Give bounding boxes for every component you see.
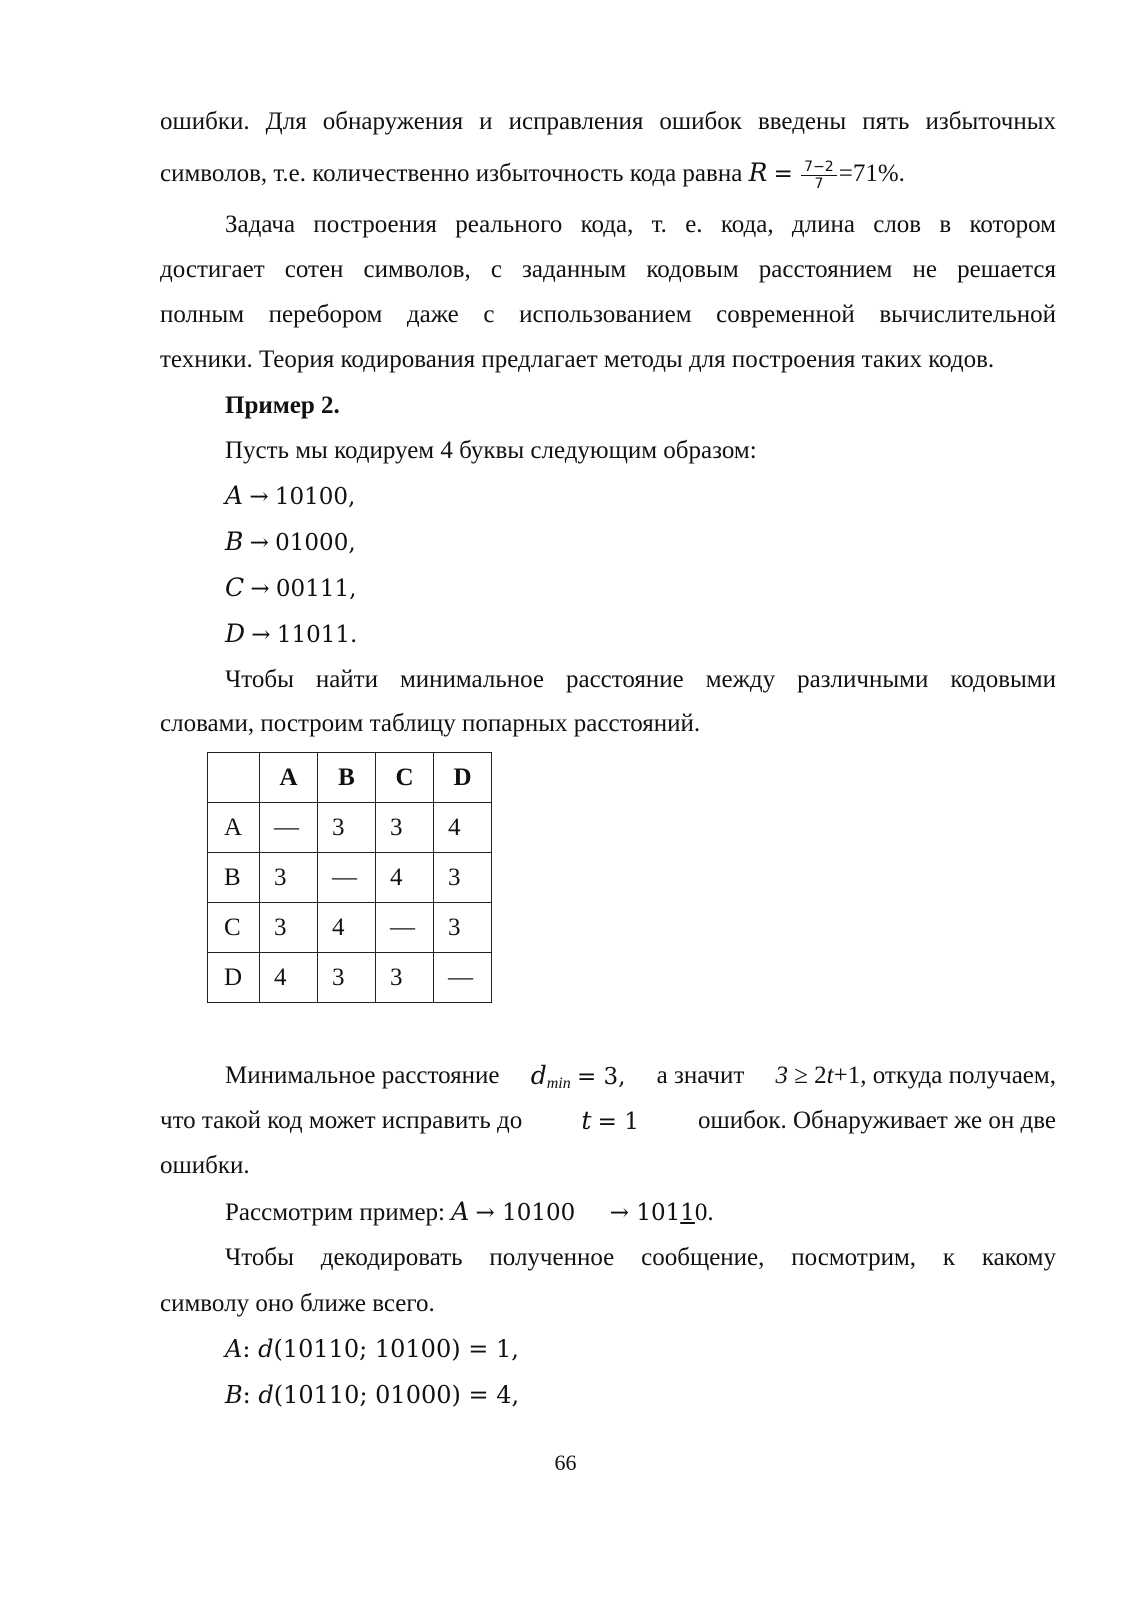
table-row [208,903,492,953]
text-span: символов, т.е. количественно избыточность кода равна [160,160,743,187]
fraction [801,159,837,192]
table-row-header: B [208,853,260,903]
text-span: Рассмотрим пример: [225,1199,445,1226]
text-span: ошибок. Обнаруживает же он две [698,1107,1056,1134]
text-span: что такой код может исправить до [160,1107,523,1134]
arrow-icon: → [251,622,271,648]
paragraph-line: достигает сотен символов, с заданным кодовым расстоянием не решается [160,256,1056,283]
paragraph-line: Чтобы найти минимальное расстояние между различными кодовыми [225,666,1056,693]
table-cell: 3 [376,953,434,1003]
fraction-numerator: 7−2 [801,159,837,176]
arrow-icon: → [249,484,269,510]
distance-table [207,752,492,1003]
text-span: =71%. [838,160,905,187]
table-cell: 3 [260,853,318,903]
code-letter: D [225,619,246,648]
math-variable: d [530,1061,547,1090]
table-row [208,853,492,903]
paragraph-line: символу оно ближе всего. [160,1290,435,1317]
math-subscript: min [546,1075,571,1092]
table-cell: 3 [434,903,492,953]
math-t-equals [581,1106,639,1137]
example-intro: Пусть мы кодируем 4 буквы следующим образом: [225,437,757,464]
math-variable: A [225,1335,243,1363]
paragraph-line [160,1106,1056,1137]
paragraph-line: Чтобы декодировать полученное сообщение, посмотрим, к какому [225,1244,1056,1271]
table-cell: 3 [434,853,492,903]
paragraph-line: ошибки. Для обнаружения и исправления ошибок введены пять избыточных [160,108,1056,135]
table-column-header: D [434,753,492,803]
code-value: 00111, [275,576,357,602]
math-expression: → 101 [609,1200,681,1226]
table-row-header: C [208,903,260,953]
table-row [208,803,492,853]
table-cell: 3 [260,903,318,953]
table-row-header: D [208,953,260,1003]
arrow-icon: → [250,576,270,602]
math-expression: = 3, [576,1064,626,1090]
math-expression: (10110; 10100) = 1, [273,1335,519,1363]
text-span: 0. [694,1199,714,1226]
math-expression: → 10100 [475,1200,576,1226]
table-cell: — [376,903,434,953]
table-header-row [208,753,492,803]
code-item [225,527,356,558]
code-item [225,619,357,650]
paragraph-line: полным перебором даже с использованием современной вычислительной [160,301,1056,328]
code-value: 11011. [276,622,358,648]
paragraph-line [225,1061,1056,1099]
distance-line: A: d(10110; 10100) = 1, [225,1335,519,1363]
table-row [208,953,492,1003]
page-number: 66 [554,1450,577,1475]
table-cell: — [318,853,376,903]
code-value: 10100, [274,484,356,510]
code-item [225,481,355,512]
table-column-header: C [376,753,434,803]
code-letter: C [225,573,245,602]
fraction-denominator: 7 [814,175,824,192]
example-heading: Пример 2. [225,392,340,419]
math-variable: B [225,1381,243,1409]
distance-line: B: d(10110; 01000) = 4, [225,1381,520,1409]
table-cell: 4 [318,903,376,953]
paragraph-line: Задача построения реального кода, т. е. кода, длина слов в котором [225,211,1056,238]
math-expression: = 1 [597,1109,639,1135]
table-cell: 3 [318,953,376,1003]
math-function: d [258,1381,274,1409]
paragraph-line [160,158,905,192]
code-letter: B [225,527,244,556]
code-item [225,573,356,604]
inequality [775,1061,1056,1099]
underlined-digit: 1 [680,1200,695,1226]
paragraph-line: техники. Теория кодирования предлагает методы для построения таких кодов. [160,346,995,373]
math-variable: t [581,1106,592,1135]
math-variable: R [748,158,768,187]
table-corner-cell [208,753,260,803]
table-row-header: A [208,803,260,853]
inequality-left: 3 [775,1062,788,1089]
math-variable: A [451,1197,470,1226]
table-cell: 3 [376,803,434,853]
example-line [225,1197,714,1228]
table-cell: — [434,953,492,1003]
table-cell: 4 [376,853,434,903]
paragraph-line: ошибки. [160,1152,250,1179]
table-column-header: B [318,753,376,803]
arrow-icon: → [249,530,269,556]
text-span: Минимальное расстояние [225,1062,500,1089]
table-cell: 4 [260,953,318,1003]
table-column-header: A [260,753,318,803]
inequality-op: ≥ 2 [794,1062,827,1089]
text-span: +1, откуда получаем, [833,1062,1056,1089]
text-span: а значит [656,1062,745,1089]
table-cell: — [260,803,318,853]
code-letter: A [225,481,244,510]
inequality-var: t [826,1062,834,1089]
code-value: 01000, [275,530,356,556]
math-function: d [258,1335,274,1363]
paragraph-line: словами, построим таблицу попарных расстояний. [160,710,701,737]
table-cell: 4 [434,803,492,853]
table-cell: 3 [318,803,376,853]
math-expression: (10110; 01000) = 4, [273,1381,520,1409]
math-operator: = [773,161,793,187]
math-dmin [531,1061,626,1099]
